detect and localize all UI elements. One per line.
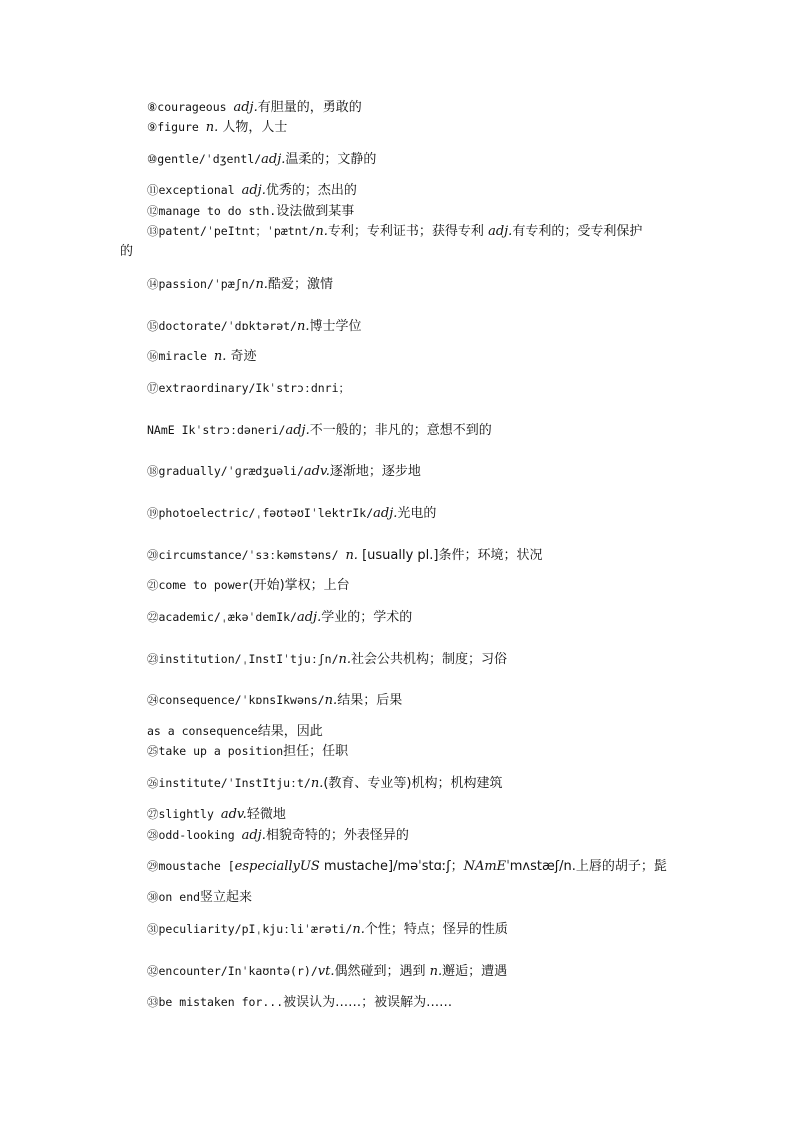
entry-term: ㉕take up a position bbox=[147, 744, 284, 758]
entry-definition: mustache]/məˈstɑːʃ； bbox=[319, 859, 464, 874]
part-of-speech: n. bbox=[296, 319, 310, 334]
part-of-speech: adj. bbox=[488, 224, 513, 239]
entry-term: ⑫manage to do sth. bbox=[147, 204, 277, 218]
entry-term: ㉑come to power bbox=[147, 578, 249, 592]
entry-definition: 设法做到某事 bbox=[276, 204, 355, 219]
vocab-entry bbox=[147, 650, 687, 669]
entry-definition: 被误认为……；被误解为…… bbox=[283, 995, 453, 1010]
part-of-speech: adv. bbox=[220, 807, 247, 822]
entry-definition: 个性；特点；怪异的性质 bbox=[364, 922, 508, 937]
entry-term: ⑳circumstance/ˈsɜːkəmstəns/ bbox=[147, 548, 346, 562]
vocab-entry bbox=[147, 774, 687, 793]
vocab-entry bbox=[147, 805, 687, 824]
entry-definition: 学业的；学术的 bbox=[321, 610, 413, 625]
vocab-entry bbox=[147, 546, 687, 565]
part-of-speech: adj. bbox=[241, 828, 266, 843]
part-of-speech: adj. bbox=[373, 506, 398, 521]
part-of-speech: adj. bbox=[296, 610, 322, 625]
entry-definition: 邂逅；遭遇 bbox=[442, 964, 508, 979]
vocab-entry bbox=[147, 275, 687, 294]
entry-term: ㉙moustache [ bbox=[147, 859, 235, 873]
vocab-entry bbox=[147, 576, 687, 595]
entry-definition: 专利；专利证书；获得专利 bbox=[327, 224, 489, 239]
part-of-speech: n. bbox=[324, 693, 338, 708]
vocab-entry bbox=[147, 98, 687, 117]
part-of-speech: adj. bbox=[233, 100, 258, 115]
part-of-speech: n. bbox=[429, 964, 443, 979]
vocab-entry bbox=[147, 347, 687, 366]
entry-definition: [usually pl.]条件；环境；状况 bbox=[357, 548, 543, 563]
entry-term: ⑮doctorate/ˈdɒktərət/ bbox=[147, 319, 297, 333]
entry-definition: 不一般的；非凡的；意想不到的 bbox=[309, 423, 492, 438]
part-of-speech: adv. bbox=[303, 464, 330, 479]
vocab-entry bbox=[147, 462, 687, 481]
part-of-speech: n. bbox=[315, 224, 328, 239]
entry-term: ⑭passion/ˈpæʃn/ bbox=[147, 277, 256, 291]
entry-term: ⑱gradually/ˈɡrædʒuəli/ bbox=[147, 464, 304, 478]
part-of-speech: vt. bbox=[317, 964, 335, 979]
entry-term: ㉖institute/ˈInstItjuːt/ bbox=[147, 776, 311, 790]
vocab-entry bbox=[147, 379, 687, 397]
vocab-entry bbox=[147, 993, 687, 1012]
entry-definition: 相貌奇特的；外表怪异的 bbox=[265, 828, 409, 843]
part-of-speech: n. bbox=[345, 548, 358, 563]
vocab-entry bbox=[147, 742, 687, 761]
entry-definition: 竖立起来 bbox=[200, 890, 253, 905]
entry-term: ㉘odd-looking bbox=[147, 828, 242, 842]
vocab-entry bbox=[147, 317, 687, 336]
vocab-entry bbox=[147, 118, 687, 137]
entry-definition: 温柔的；文静的 bbox=[285, 152, 377, 167]
entry-term: ⑧courageous bbox=[147, 100, 234, 114]
entry-term: ㉛peculiarity/pIˌkjuːliˈærəti/ bbox=[147, 922, 353, 936]
entry-definition: 有胆量的，勇敢的 bbox=[257, 100, 362, 115]
vocab-entry bbox=[147, 181, 687, 200]
entry-term: ⑪exceptional bbox=[147, 183, 242, 197]
part-of-speech: n. bbox=[338, 652, 352, 667]
part-of-speech: especiallyUS bbox=[234, 859, 320, 874]
part-of-speech: n. bbox=[213, 349, 227, 364]
entry-term: ⑲photoelectric/ˌfəʊtəʊIˈlektrIk/ bbox=[147, 506, 374, 520]
vocab-entry bbox=[147, 222, 687, 241]
entry-term: ⑩gentle/ˈdʒentl/ bbox=[147, 152, 262, 166]
entry-definition: (教育、专业等)机构；机构建筑 bbox=[323, 776, 503, 791]
vocab-entry bbox=[147, 150, 687, 169]
entry-definition: 优秀的；杰出的 bbox=[265, 183, 357, 198]
entry-term: NAmE Ikˈstrɔːdəneri/ bbox=[147, 423, 286, 437]
part-of-speech: n. bbox=[352, 922, 365, 937]
part-of-speech: n. bbox=[205, 120, 219, 135]
wrapped-text: 的 bbox=[120, 244, 134, 259]
vocab-entry bbox=[147, 826, 687, 845]
entry-term: ㉓institution/ˌInstIˈtjuːʃn/ bbox=[147, 652, 339, 666]
part-of-speech: n. bbox=[255, 277, 268, 292]
vocab-entry bbox=[147, 504, 687, 523]
entry-definition: 偶然碰到；遇到 bbox=[334, 964, 430, 979]
entry-definition: 社会公共机构；制度；习俗 bbox=[351, 652, 508, 667]
entry-term: ⑨figure bbox=[147, 120, 206, 134]
entry-definition: 逐渐地；逐步地 bbox=[329, 464, 421, 479]
entry-term: ⑰extraordinary/Ikˈstrɔːdnri； bbox=[147, 381, 351, 395]
vocab-entry bbox=[147, 202, 687, 221]
entry-definition: 结果；后果 bbox=[337, 693, 403, 708]
part-of-speech: adj. bbox=[241, 183, 266, 198]
entry-definition: 酷爱；激情 bbox=[267, 277, 333, 292]
vocab-entry bbox=[147, 691, 687, 710]
part-of-speech: adj. bbox=[261, 152, 286, 167]
entry-definition: 光电的 bbox=[397, 506, 437, 521]
part-of-speech: NAmE bbox=[463, 859, 507, 874]
entry-term: ㉔consequence/ˈkɒnsIkwəns/ bbox=[147, 693, 325, 707]
vocab-entry bbox=[147, 888, 687, 907]
entry-term: ㉒academic/ˌækəˈdemIk/ bbox=[147, 610, 297, 624]
entry-term: ⑯miracle bbox=[147, 349, 214, 363]
entry-term: ㉚on end bbox=[147, 890, 201, 904]
entry-term: ㉗slightly bbox=[147, 807, 221, 821]
vocab-entry bbox=[147, 608, 687, 627]
entry-definition: ˈmʌstæʃ/n.上唇的胡子；髭 bbox=[506, 859, 667, 874]
entry-term: ㉜encounter/Inˈkaʊntə(r)/ bbox=[147, 964, 318, 978]
entry-definition: 有专利的；受专利保护 bbox=[512, 224, 643, 239]
entry-term: ㉝be mistaken for... bbox=[147, 995, 284, 1009]
vocab-entry bbox=[147, 920, 687, 939]
part-of-speech: adj. bbox=[285, 423, 310, 438]
entry-definition: 奇迹 bbox=[226, 349, 257, 364]
part-of-speech: n. bbox=[310, 776, 324, 791]
vocab-entry bbox=[147, 962, 687, 981]
vocab-entry bbox=[147, 421, 687, 440]
entry-term: ⑬patent/ˈpeItnt；ˈpætnt/ bbox=[147, 224, 316, 238]
entry-definition: 结果，因此 bbox=[257, 724, 323, 739]
entry-definition: 人物，人士 bbox=[218, 120, 288, 135]
entry-definition: 担任；任职 bbox=[283, 744, 349, 759]
entry-term: as a consequence bbox=[147, 724, 258, 738]
entry-definition: (开始)掌权；上台 bbox=[248, 578, 350, 593]
entry-definition: 博士学位 bbox=[309, 319, 362, 334]
vocab-entry bbox=[147, 857, 687, 876]
entry-definition: 轻微地 bbox=[246, 807, 286, 822]
vocab-entry bbox=[147, 722, 687, 741]
